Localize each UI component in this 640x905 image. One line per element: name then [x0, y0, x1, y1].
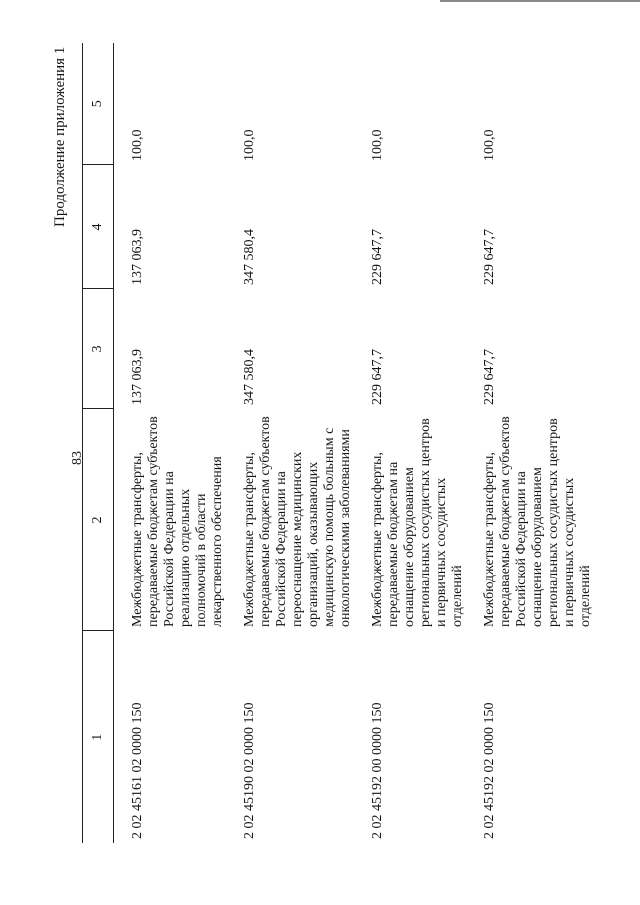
row-code: 2 02 45192 00 0000 150 [370, 702, 385, 839]
row-code: 2 02 45190 02 0000 150 [242, 702, 257, 839]
table-row [354, 43, 466, 843]
row-col5: 100,0 [482, 129, 497, 161]
table-row [114, 43, 227, 843]
row-col5: 100,0 [130, 129, 145, 161]
header-col-2: 2 [83, 409, 114, 631]
row-col4: 347 580,4 [242, 229, 257, 285]
table-row [466, 43, 594, 843]
row-col3: 229 647,7 [370, 349, 385, 405]
row-name: Межбюджетные трансферты, передаваемые бюджетам субъектов Российской Федерации на реализацию отдельных полномочий в области лекарственного обеспечения [130, 416, 225, 627]
row-col3: 229 647,7 [482, 349, 497, 405]
row-col3: 347 580,4 [242, 349, 257, 405]
row-col4: 229 647,7 [482, 229, 497, 285]
row-code: 2 02 45161 02 0000 150 [130, 702, 145, 839]
header-col-4: 4 [83, 165, 114, 289]
row-name: Межбюджетные трансферты, передаваемые бюджетам субъектов Российской Федерации на переоснащение медицинских организаций, оказывающих медицинскую помощь больным с онкологическими заболеваниями [242, 416, 353, 627]
header-col-1: 1 [83, 631, 114, 843]
row-col5: 100,0 [242, 129, 257, 161]
appendix-label: Продолжение приложения 1 [52, 46, 68, 227]
row-name: Межбюджетные трансферты, передаваемые бюджетам субъектов Российской Федерации на оснащение оборудованием региональных сосудистых центров и первичных сосудистых отделений [482, 416, 593, 627]
header-col-5: 5 [83, 43, 114, 165]
page-number: 83 [70, 451, 85, 465]
row-col4: 137 063,9 [130, 229, 145, 285]
budget-table [82, 43, 594, 843]
row-col5: 100,0 [370, 129, 385, 161]
header-col-3: 3 [83, 289, 114, 409]
table-header-row [83, 43, 114, 843]
row-col4: 229 647,7 [370, 229, 385, 285]
row-col3: 137 063,9 [130, 349, 145, 405]
row-code: 2 02 45192 02 0000 150 [482, 702, 497, 839]
row-name: Межбюджетные трансферты, передаваемые бюджетам на оснащение оборудованием региональных сосудистых центров и первичных сосудистых отделений [370, 418, 465, 627]
table-row [226, 43, 354, 843]
